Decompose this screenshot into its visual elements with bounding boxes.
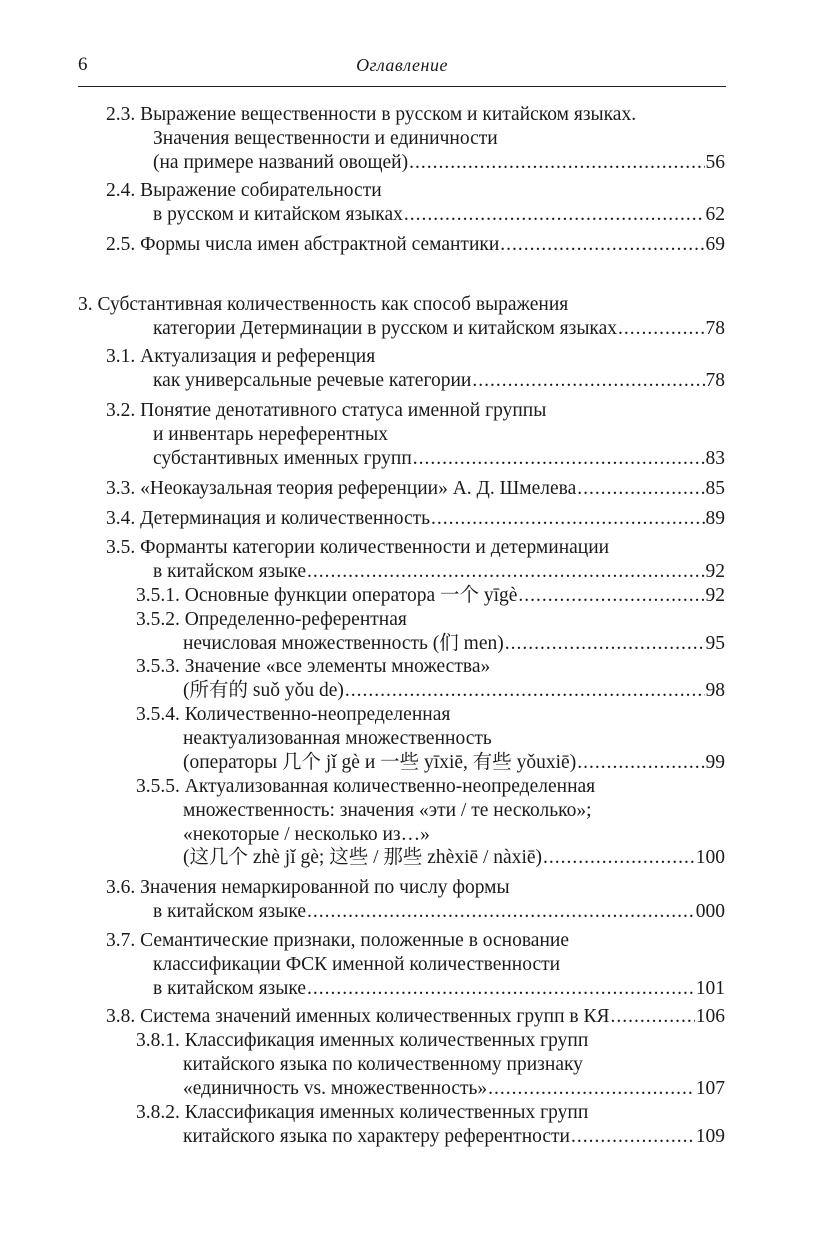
dot-leader (307, 900, 695, 924)
running-title: Оглавление (356, 55, 448, 75)
toc-entry-3-line-1: 3. Субстантивная количественность как способ выражения (78, 294, 569, 315)
toc-entry-3-5-5-line-2: множественность: значения «эти / те несколько»; (183, 800, 592, 821)
toc-entry-3-5-4-line-1: 3.5.4. Количественно-неопределенная (136, 704, 451, 725)
toc-entry-text: в китайском языке (153, 978, 306, 999)
toc-entry-3-7-line-2: классификации ФСК именной количественности (153, 954, 561, 975)
toc-entry-2-4-line-2 (153, 203, 725, 227)
toc-entry-text: (这几个 zhè jǐ gè; 这些 / 那些 zhèxiē / nàxiē) (183, 847, 543, 868)
toc-entry-3-3 (106, 477, 725, 501)
page-ref: 101 (695, 978, 725, 999)
dot-leader (307, 977, 695, 1001)
toc-entry-3-5-4-line-3 (183, 751, 725, 775)
dot-leader (404, 203, 705, 227)
dot-leader (571, 1125, 695, 1149)
dot-leader (500, 233, 704, 257)
dot-leader (413, 447, 705, 471)
toc-entry-3-2-line-3 (153, 447, 725, 471)
toc-entry-3-5-5-line-3: «некоторые / несколько из…» (183, 824, 430, 845)
dot-leader (543, 846, 695, 870)
toc-entry-text: в китайском языке (153, 561, 306, 582)
toc-entry-text: 3.5.1. Основные функции оператора 一个 yīgè (136, 585, 518, 606)
toc-entry-3-2-line-2: и инвентарь нереферентных (153, 424, 388, 445)
toc-entry-text: 3.8. Система значений именных количественных групп в КЯ (106, 1006, 610, 1027)
toc-entry-3-8-1-line-2: китайского языка по количественному признаку (183, 1054, 583, 1075)
toc-entry-3-5-3-line-2 (183, 679, 725, 703)
header-rule (78, 86, 726, 87)
toc-entry-3-5-5-line-4 (183, 846, 725, 870)
toc-entry-3-7-line-3 (153, 977, 725, 1001)
page-ref: 92 (705, 585, 725, 606)
toc-entry-3-5-line-1: 3.5. Форманты категории количественности и детерминации (106, 537, 610, 558)
page-number: 6 (78, 54, 88, 75)
toc-entry-3-6-line-1: 3.6. Значения немаркированной по числу формы (106, 877, 510, 898)
toc-entry-3-line-2 (153, 317, 725, 341)
toc-entry-3-8-2-line-2 (183, 1125, 725, 1149)
toc-entry-3-8-1-line-3 (183, 1077, 725, 1101)
toc-entry-text: субстантивных именных групп (153, 448, 412, 469)
toc-entry-3-5-5-line-1: 3.5.5. Актуализованная количественно-неопределенная (136, 776, 596, 797)
toc-entry-2-3-line-2: Значения вещественности и единичности (153, 128, 498, 149)
page-ref: 78 (705, 318, 725, 339)
toc-entry-3-7-line-1: 3.7. Семантические признаки, положенные в основание (106, 930, 569, 951)
toc-entry-text: нечисловая множественность (们 men) (183, 633, 504, 654)
page-ref: 000 (695, 901, 725, 922)
toc-entry-text: как универсальные речевые категории (153, 370, 472, 391)
toc-entry-text: 3.3. «Неокаузальная теория референции» А. Д. Шмелева (106, 478, 577, 499)
dot-leader (518, 584, 704, 608)
toc-entry-text: (所有的 suǒ yǒu de) (183, 680, 344, 701)
page-ref: 69 (705, 234, 725, 255)
dot-leader (577, 477, 704, 501)
toc-entry-3-5-2-line-2 (183, 632, 725, 656)
page-ref: 99 (705, 752, 725, 773)
page-ref: 85 (705, 478, 725, 499)
toc-entry-text: китайского языка по характеру референтности (183, 1126, 570, 1147)
toc-entry-text: 2.5. Формы числа имен абстрактной семантики (106, 234, 500, 255)
toc-entry-3-5-2-line-1: 3.5.2. Определенно-референтная (136, 609, 407, 630)
toc-entry-3-1-line-1: 3.1. Актуализация и референция (106, 346, 376, 367)
dot-leader (505, 632, 705, 656)
page-ref: 62 (705, 204, 725, 225)
page-ref: 78 (705, 370, 725, 391)
dot-leader (577, 751, 704, 775)
page-ref: 100 (695, 847, 725, 868)
dot-leader (618, 317, 704, 341)
page-ref: 109 (695, 1126, 725, 1147)
dot-leader (307, 560, 705, 584)
running-header (78, 54, 726, 84)
toc-entry-2-3-line-3 (153, 151, 725, 175)
toc-entry-text: в русском и китайском языках (153, 204, 403, 225)
dot-leader (611, 1005, 695, 1029)
toc-entry-3-1-line-2 (153, 369, 725, 393)
toc-entry-2-5 (106, 233, 725, 257)
toc-entry-3-6-line-2 (153, 900, 725, 924)
toc-entry-text: (операторы 几个 jǐ gè и 一些 yīxiē, 有些 yǒuxiē) (183, 752, 577, 773)
toc-entry-3-5-line-2 (153, 560, 725, 584)
page-ref: 92 (705, 561, 725, 582)
page-ref: 98 (705, 680, 725, 701)
toc-entry-text: в китайском языке (153, 901, 306, 922)
page-ref: 89 (705, 508, 725, 529)
toc-entry-2-3-line-1: 2.3. Выражение вещественности в русском и китайском языках. (106, 104, 637, 125)
toc-entry-3-4 (106, 507, 725, 531)
page-ref: 56 (705, 152, 725, 173)
toc-entry-3-8-2-line-1: 3.8.2. Классификация именных количественных групп (136, 1102, 589, 1123)
toc-entry-3-8-1-line-1: 3.8.1. Классификация именных количественных групп (136, 1030, 589, 1051)
toc-entry-text: 3.4. Детерминация и количественность (106, 508, 431, 529)
page-ref: 95 (705, 633, 725, 654)
toc-entry-3-2-line-1: 3.2. Понятие денотативного статуса именной группы (106, 400, 547, 421)
toc-entry-text: категории Детерминации в русском и китайском языках (153, 318, 618, 339)
toc-entry-3-5-4-line-2: неактуализованная множественность (183, 728, 492, 749)
page-ref: 107 (695, 1078, 725, 1099)
toc-entry-3-5-1 (136, 584, 725, 608)
dot-leader (431, 507, 704, 531)
dot-leader (472, 369, 704, 393)
toc-entry-text: (на примере названий овощей) (153, 152, 409, 173)
dot-leader (409, 151, 704, 175)
dot-leader (345, 679, 705, 703)
page-ref: 83 (705, 448, 725, 469)
dot-leader (488, 1077, 695, 1101)
toc-entry-2-4-line-1: 2.4. Выражение собирательности (106, 180, 382, 201)
toc-entry-text: «единичность vs. множественность» (183, 1078, 488, 1099)
toc-entry-3-5-3-line-1: 3.5.3. Значение «все элементы множества» (136, 656, 491, 677)
page-ref: 106 (695, 1006, 725, 1027)
toc-entry-3-8 (106, 1005, 725, 1029)
